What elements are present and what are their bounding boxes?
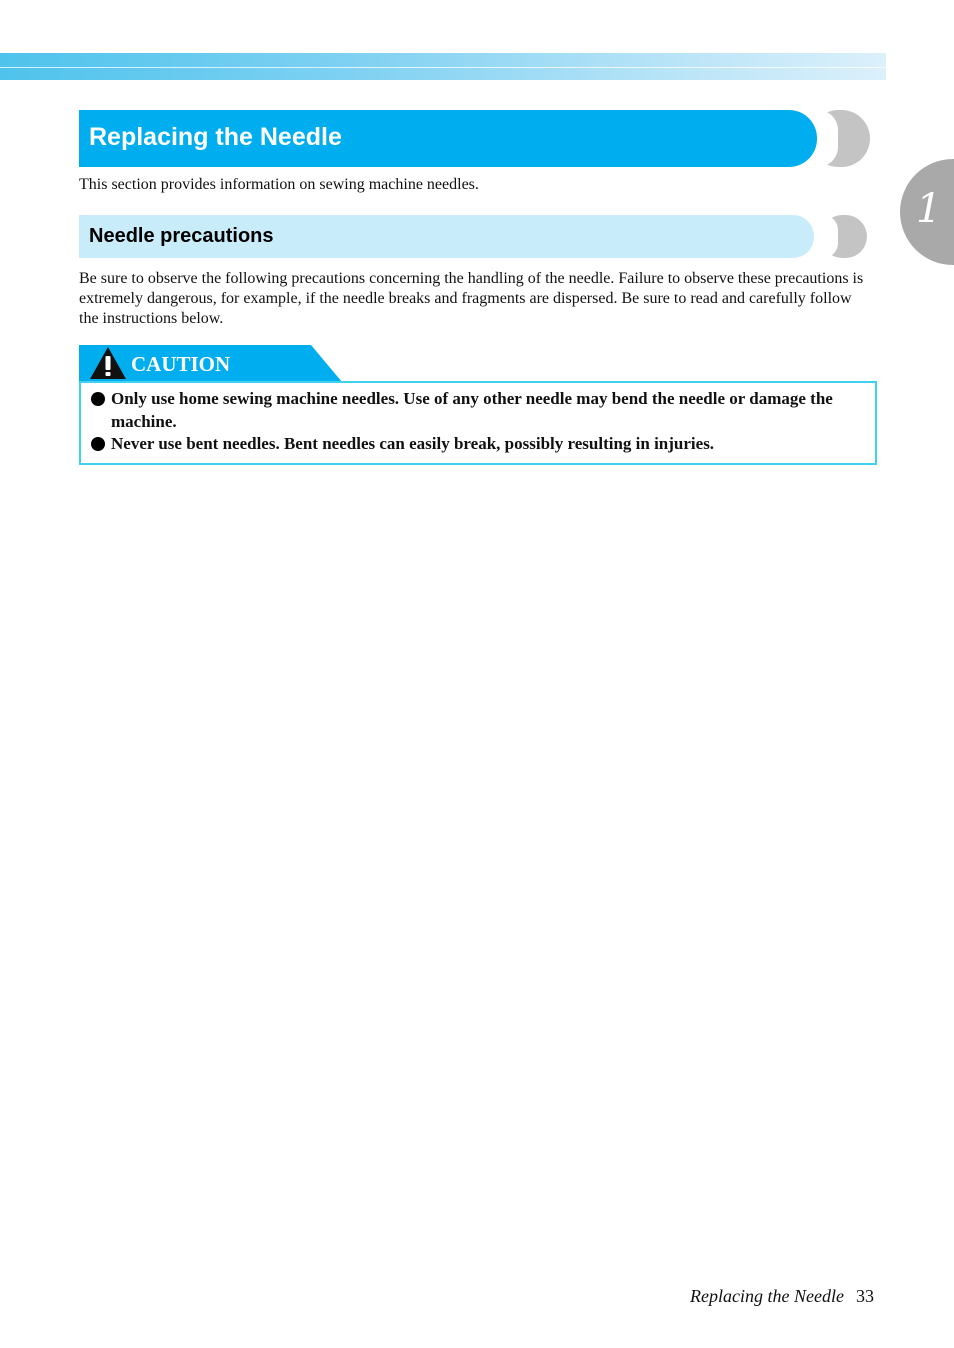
section-title: Replacing the Needle (89, 123, 342, 151)
chapter-number: 1 (916, 186, 942, 232)
subsection-title: Needle precautions (89, 225, 274, 247)
precautions-paragraph: Be sure to observe the following precautions concerning the handling of the needle. Failure to observe these precautions is extremely dangerous, for example, if the needle breaks and fragments are dispersed. Be sure to read and carefully follow the instructions below. (79, 270, 864, 327)
caution-label: CAUTION (131, 352, 231, 376)
list-item: Only use home sewing machine needles. Use of any other needle may bend the needle or damage the machine. (89, 388, 859, 433)
bullet-icon (91, 437, 105, 451)
page-number: 33 (856, 1286, 874, 1306)
list-item: Never use bent needles. Bent needles can easily break, possibly resulting in injuries. (89, 433, 859, 456)
header-band (0, 53, 886, 80)
page-footer (690, 1284, 874, 1308)
running-title: Replacing the Needle (690, 1286, 844, 1306)
caution-list (89, 388, 859, 456)
section-intro: This section provides information on sewing machine needles. (79, 176, 479, 193)
warning-triangle-icon (89, 346, 127, 380)
bullet-icon (91, 392, 105, 406)
